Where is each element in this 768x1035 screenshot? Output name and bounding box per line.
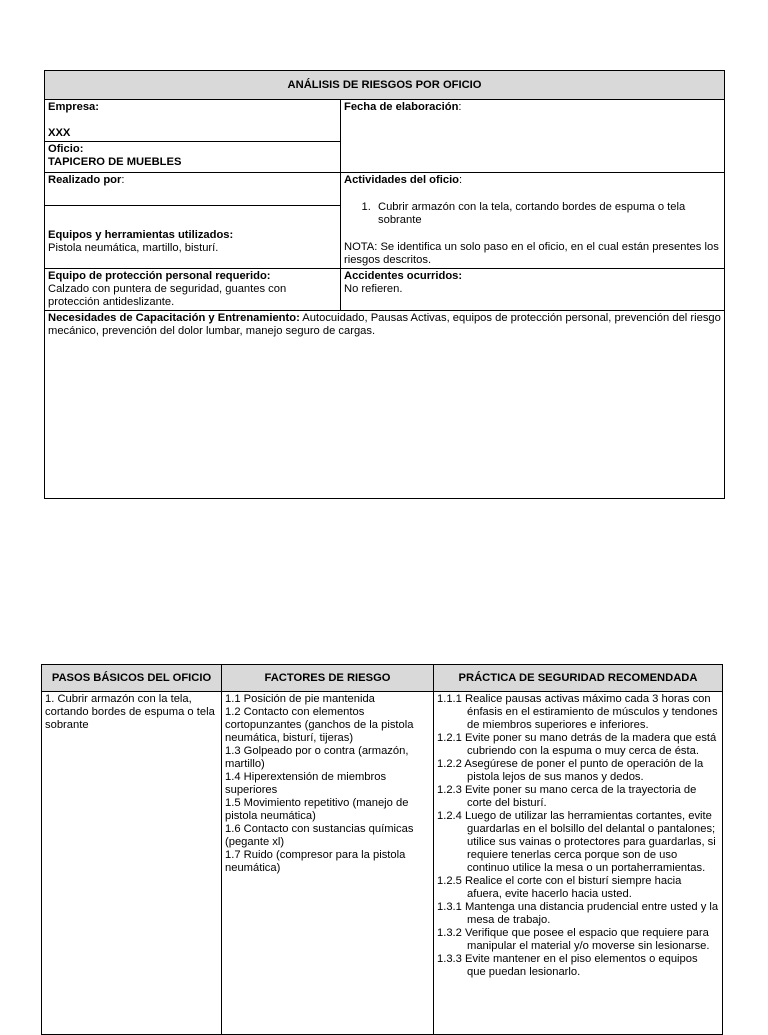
factor-item: 1.2 Contacto con elementos cortopunzantes (ganchos de la pistola neumática, bisturí, tijeras)	[225, 706, 414, 744]
capacitacion-cell	[45, 311, 725, 499]
fecha-label: Fecha de elaboración	[344, 101, 459, 113]
fecha-cell	[341, 100, 725, 173]
epp-value: Calzado con puntera de seguridad, guantes con protección antideslizante.	[48, 283, 287, 308]
capacitacion-label: Necesidades de Capacitación y Entrenamiento:	[48, 312, 300, 324]
empresa-value: XXX	[48, 127, 71, 139]
header-practica: PRÁCTICA DE SEGURIDAD RECOMENDADA	[434, 665, 723, 692]
equipos-cell	[45, 206, 341, 269]
practica-item: 1.3.3 Evite mantener en el piso elementos o equipos que puedan lesionarlo.	[437, 953, 698, 978]
accidentes-label: Accidentes ocurridos:	[344, 270, 463, 282]
equipos-value: Pistola neumática, martillo, bisturí.	[48, 242, 219, 254]
practica-item: 1.2.4 Luego de utilizar las herramientas cortantes, evite guardarlas en el bolsillo del delantal o pantalones; utilice sus vainas o protectores para guardarlas, si requiere tenerlas cerca porque son de uso continuo utilice la mesa o un portaherramientas.	[437, 810, 716, 874]
practica-item: 1.3.2 Verifique que posee el espacio que requiere para manipular el material y/o moverse sin lesionarse.	[437, 927, 710, 952]
oficio-value: TAPICERO DE MUEBLES	[48, 156, 182, 168]
fecha-colon: :	[458, 101, 462, 113]
factor-item: 1.4 Hiperextensión de miembros superiores	[225, 771, 387, 796]
header-pasos: PASOS BÁSICOS DEL OFICIO	[42, 665, 222, 692]
oficio-label: Oficio:	[48, 143, 84, 155]
accidentes-cell	[341, 269, 725, 311]
factores-cell	[222, 692, 434, 1035]
factor-item: 1.6 Contacto con sustancias químicas (pegante xl)	[225, 823, 414, 848]
practica-item: 1.2.1 Evite poner su mano detrás de la madera que está cubriendo con la espuma o muy cerca de ésta.	[437, 732, 717, 757]
actividades-colon: :	[459, 174, 463, 186]
practica-item: 1.2.5 Realice el corte con el bisturí siempre hacia afuera, evite hacerlo hacia usted.	[437, 875, 682, 900]
factor-item: 1.7 Ruido (compresor para la pistola neumática)	[225, 849, 406, 874]
factor-item: 1.3 Golpeado por o contra (armazón, martillo)	[225, 745, 409, 770]
capacitacion-value: Autocuidado, Pausas Activas, equipos de protección personal, prevención del riesgo mecánico, prevención del dolor lumbar, manejo seguro de cargas.	[48, 312, 721, 337]
epp-label: Equipo de protección personal requerido:	[48, 270, 271, 282]
paso-cell: 1. Cubrir armazón con la tela, cortando bordes de espuma o tela sobrante	[42, 692, 222, 1035]
header-factores: FACTORES DE RIESGO	[222, 665, 434, 692]
equipos-label: Equipos y herramientas utilizados:	[48, 229, 234, 241]
empresa-label: Empresa:	[48, 101, 99, 113]
practica-item: 1.2.3 Evite poner su mano cerca de la trayectoria de corte del bisturí.	[437, 784, 697, 809]
realizado-cell	[45, 173, 341, 206]
risk-analysis-table	[44, 70, 725, 499]
document-title: ANÁLISIS DE RIESGOS POR OFICIO	[45, 71, 725, 100]
safety-practices-table	[41, 664, 723, 1035]
practica-item: 1.1.1 Realice pausas activas máximo cada 3 horas con énfasis en el estiramiento de músculos y tendones de miembros superiores e inferiores.	[437, 693, 718, 731]
practica-item: 1.3.1 Mantenga una distancia prudencial entre usted y la mesa de trabajo.	[437, 901, 719, 926]
practicas-cell	[434, 692, 723, 1035]
empresa-cell	[45, 100, 341, 142]
factor-item: 1.1 Posición de pie mantenida	[225, 693, 375, 705]
actividades-label: Actividades del oficio	[344, 174, 460, 186]
actividad-item: 1. Cubrir armazón con la tela, cortando bordes de espuma o tela sobrante	[374, 201, 721, 227]
oficio-cell	[45, 142, 341, 173]
actividades-cell	[341, 173, 725, 269]
actividades-nota: NOTA: Se identifica un solo paso en el oficio, en el cual están presentes los riesgos descritos.	[344, 241, 719, 266]
accidentes-value: No refieren.	[344, 283, 403, 295]
factor-item: 1.5 Movimiento repetitivo (manejo de pistola neumática)	[225, 797, 409, 822]
realizado-colon: :	[121, 174, 125, 186]
actividades-list	[344, 201, 721, 227]
epp-cell	[45, 269, 341, 311]
realizado-label: Realizado por	[48, 174, 122, 186]
practica-item: 1.2.2 Asegúrese de poner el punto de operación de la pistola lejos de sus manos y dedos.	[437, 758, 704, 783]
